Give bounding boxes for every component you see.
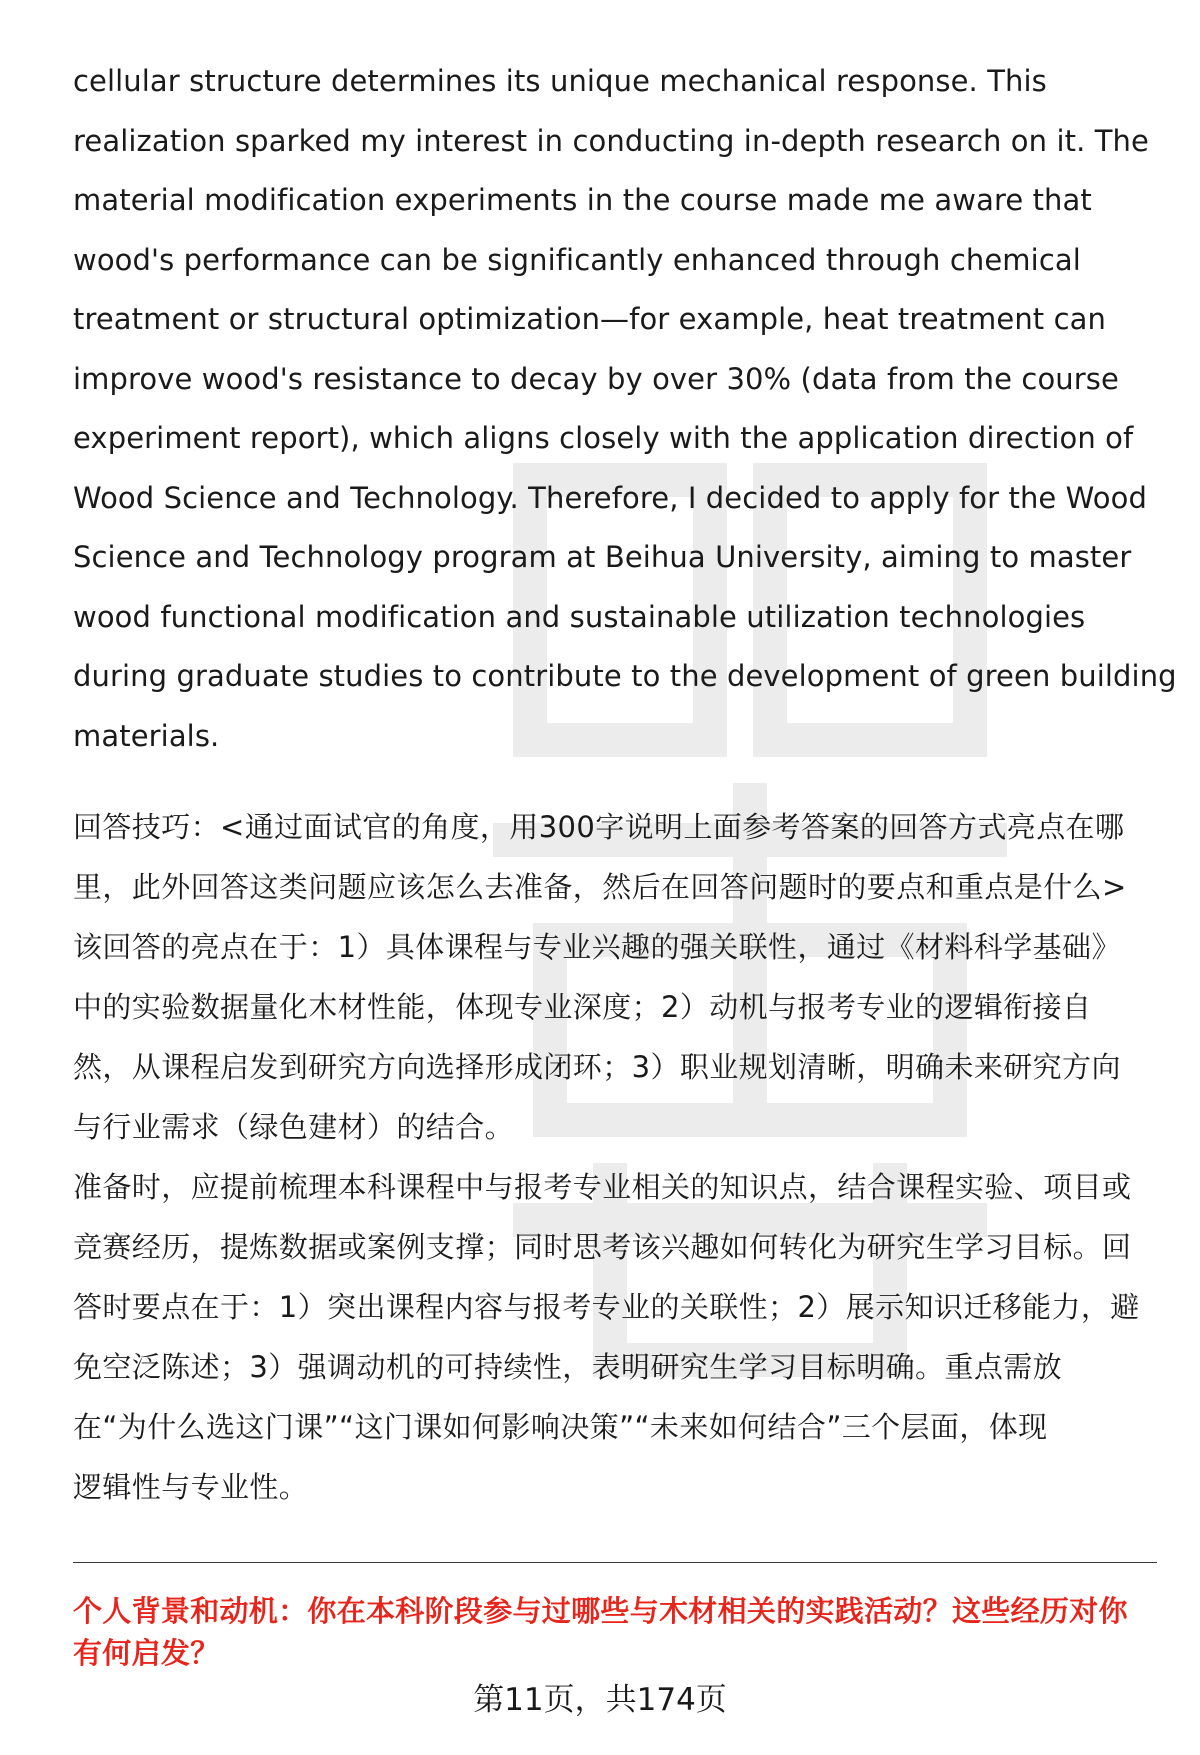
tips-line: 回答技巧：<通过面试官的角度，用300字说明上面参考答案的回答方式亮点在哪 <box>73 810 1125 844</box>
next-question-heading <box>73 1590 1163 1674</box>
tips-line: 竞赛经历，提炼数据或案例支撑；同时思考该兴趣如何转化为研究生学习目标。回 <box>73 1230 1132 1264</box>
answer-line: improve wood's resistance to decay by over 30% (data from the course <box>73 361 1119 396</box>
answer-tips-section <box>73 797 1163 1517</box>
answer-line: experiment report), which aligns closely with the application direction of <box>73 421 1134 455</box>
answer-line: materials. <box>73 718 220 753</box>
tips-line: 免空泛陈述；3）强调动机的可持续性，表明研究生学习目标明确。重点需放 <box>73 1350 1063 1384</box>
tips-line: 中的实验数据量化木材性能，体现专业深度；2）动机与报考专业的逻辑衔接自 <box>73 990 1092 1024</box>
answer-line: material modification experiments in the course made me aware that <box>73 183 1092 217</box>
answer-line: wood functional modification and sustainable utilization technologies <box>73 599 1086 634</box>
answer-line: Science and Technology program at Beihua University, aiming to master <box>73 540 1132 574</box>
answer-line: Wood Science and Technology. Therefore, I decided to apply for the Wood <box>73 480 1147 515</box>
tips-line: 答时要点在于：1）突出课程内容与报考专业的关联性；2）展示知识迁移能力，避 <box>73 1290 1140 1324</box>
tips-line: 该回答的亮点在于：1）具体课程与专业兴趣的强关联性，通过《材料科学基础》 <box>73 930 1121 964</box>
tips-line: 逻辑性与专业性。 <box>73 1470 309 1504</box>
tips-line: 里，此外回答这类问题应该怎么去准备，然后在回答问题时的要点和重点是什么> <box>73 870 1127 904</box>
answer-paragraph <box>73 52 1177 766</box>
question-line: 有何启发？ <box>73 1636 220 1670</box>
answer-line: wood's performance can be significantly enhanced through chemical <box>73 242 1081 277</box>
question-line: 个人背景和动机：你在本科阶段参与过哪些与木材相关的实践活动？这些经历对你 <box>73 1594 1128 1628</box>
section-divider <box>73 1562 1157 1563</box>
answer-line: cellular structure determines its unique mechanical response. This <box>73 64 1047 98</box>
answer-line: treatment or structural optimization—for example, heat treatment can <box>73 302 1106 336</box>
answer-line: realization sparked my interest in conducting in-depth research on it. The <box>73 123 1149 158</box>
tips-line: 然，从课程启发到研究方向选择形成闭环；3）职业规划清晰，明确未来研究方向 <box>73 1050 1121 1084</box>
tips-line: 准备时，应提前梳理本科课程中与报考专业相关的知识点，结合课程实验、项目或 <box>73 1170 1132 1204</box>
tips-line: 在“为什么选这门课”“这门课如何影响决策”“未来如何结合”三个层面，体现 <box>73 1410 1048 1444</box>
page-number-footer: 第11页，共174页 <box>473 1682 727 1718</box>
tips-line: 与行业需求（绿色建材）的结合。 <box>73 1110 515 1144</box>
answer-line: during graduate studies to contribute to the development of green building <box>73 659 1177 693</box>
